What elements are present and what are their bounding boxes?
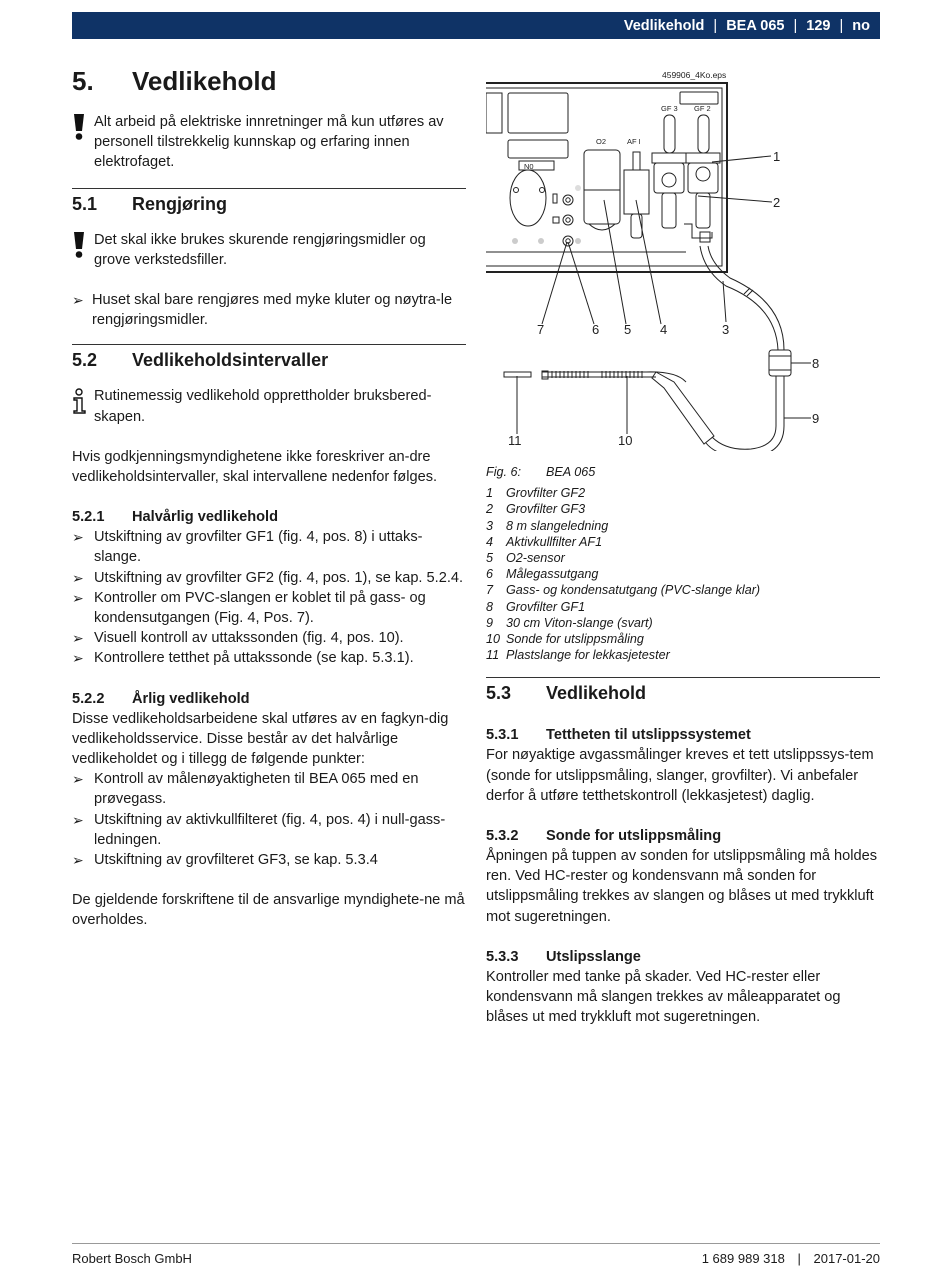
- legend-item: 7 Gass- og kondensatutgang (PVC-slange klar): [486, 583, 761, 598]
- subsection-heading-5-3-2: [486, 826, 880, 846]
- info-notice: [72, 386, 466, 426]
- subsection-number: 5.2.1: [72, 509, 105, 526]
- paragraph: Kontroller med tanke på skader. Ved HC-rester eller kondensvann må slangen trekkes av måleapparatet og blåses ut med trykkluft mot sugeretningen.: [486, 968, 841, 1026]
- footer-document-number: 1 689 989 318: [701, 1251, 785, 1266]
- header-separator: |: [839, 17, 844, 34]
- caption-label: Fig. 6:: [486, 465, 521, 479]
- header-language: no: [852, 17, 870, 34]
- left-column: [72, 64, 466, 931]
- section-rule: [72, 344, 466, 345]
- subsection-title: Utslipsslange: [546, 948, 641, 965]
- panel-label-af1: AF I: [627, 137, 641, 146]
- list-item: [72, 568, 466, 588]
- callout-11: 11: [508, 433, 522, 448]
- legend-item: 1 Grovfilter GF2: [486, 486, 586, 501]
- callout-2: 2: [773, 195, 781, 210]
- list-item: [72, 810, 466, 850]
- callout-3: 3: [722, 322, 730, 337]
- section-title: Vedlikehold: [546, 683, 647, 704]
- callout-5: 5: [624, 322, 632, 337]
- warning-notice: [72, 112, 466, 173]
- list-item-text: Kontroller om PVC-slangen er koblet til på gass- og kondensutgangen (Fig. 4, Pos. 7).: [94, 589, 426, 627]
- arrow-bullet-icon: ➢: [72, 529, 84, 546]
- arrow-bullet-icon: ➢: [72, 589, 84, 606]
- list-item: [72, 588, 466, 628]
- footer-date: 2017-01-20: [813, 1251, 880, 1266]
- figure-file-label: 459906_4Ko.eps: [662, 70, 727, 80]
- paragraph: Hvis godkjenningsmyndighetene ikke foreskriver an-dre vedlikeholdsintervaller, skal intervallene nedenfor følges.: [72, 448, 438, 486]
- subsection-heading-5-3-1: [486, 725, 880, 745]
- footer-rule: [72, 1243, 880, 1244]
- arrow-bullet-icon: ➢: [72, 852, 84, 869]
- running-header: [72, 12, 880, 39]
- subsection-title: Årlig vedlikehold: [132, 690, 250, 707]
- subsection-number: 5.3.1: [486, 727, 519, 744]
- arrow-bullet-icon: ➢: [72, 650, 84, 667]
- chapter-number: 5.: [72, 66, 94, 96]
- footer-separator: |: [797, 1251, 801, 1266]
- section-rule: [486, 677, 880, 678]
- arrow-bullet-icon: ➢: [72, 569, 84, 586]
- chapter-title: Vedlikehold: [132, 66, 277, 96]
- panel-label-o2: O2: [596, 137, 607, 146]
- legend-item: 6 Målegassutgang: [486, 567, 599, 582]
- exclamation-icon: [72, 112, 94, 140]
- warning-text: Alt arbeid på elektriske innretninger må kun utføres av personell tilstrekkelig kunnskap og erfaring innen elektrofaget.: [94, 114, 444, 171]
- section-heading-5-3: [486, 681, 880, 705]
- info-text: Rutinemessig vedlikehold opprettholder bruksbered-skapen.: [94, 388, 432, 425]
- list-item-text: Utskiftning av grovfilter GF1 (fig. 4, pos. 8) i uttaks-slange.: [94, 529, 423, 566]
- caption-title: BEA 065: [546, 465, 596, 479]
- arrow-bullet-icon: ➢: [72, 630, 84, 647]
- section-title: Rengjøring: [132, 193, 227, 214]
- right-column: [486, 66, 880, 1027]
- header-product: BEA 065: [726, 17, 785, 34]
- callout-4: 4: [660, 322, 668, 337]
- callout-1: 1: [773, 149, 781, 164]
- list-item: [72, 290, 466, 330]
- list-item-text: Utskiftning av grovfilter GF2 (fig. 4, pos. 1), se kap. 5.2.4.: [94, 569, 464, 586]
- bullet-list: [72, 527, 466, 668]
- list-item-text: Visuell kontroll av uttakssonden (fig. 4, pos. 10).: [94, 630, 404, 647]
- arrow-bullet-icon: ➢: [72, 771, 84, 788]
- section-rule: [72, 188, 466, 189]
- list-item: [72, 628, 466, 648]
- header-page-number: 129: [806, 17, 831, 34]
- subsection-heading-5-2-2: [72, 689, 466, 709]
- subsection-number: 5.2.2: [72, 690, 105, 707]
- subsection-number: 5.3.2: [486, 828, 519, 845]
- section-number: 5.2: [72, 350, 98, 371]
- section-title: Vedlikeholdsintervaller: [132, 350, 329, 371]
- list-item: [72, 648, 466, 668]
- figure-6: [486, 66, 880, 446]
- warning-notice: [72, 230, 466, 270]
- footer-info: [702, 1251, 880, 1266]
- list-item: [72, 850, 466, 870]
- bullet-list: [72, 769, 466, 870]
- exclamation-icon: [72, 230, 94, 258]
- arrow-bullet-icon: ➢: [72, 811, 84, 828]
- subsection-title: Tettheten til utslippssystemet: [546, 727, 751, 744]
- legend-item: 4 Aktivkullfilter AF1: [486, 534, 603, 549]
- list-item-text: Utskiftning av grovfilteret GF3, se kap. 5.3.4: [94, 852, 378, 869]
- callout-8: 8: [812, 356, 820, 371]
- subsection-title: Sonde for utslippsmåling: [546, 828, 722, 845]
- callout-10: 10: [618, 433, 633, 448]
- panel-label-n0: N0: [524, 162, 534, 171]
- header-separator: |: [713, 17, 718, 34]
- legend-item: 5 O2-sensor: [486, 551, 565, 566]
- list-item-text: Kontroll av målenøyaktigheten til BEA 065 med en prøvegass.: [94, 771, 419, 808]
- paragraph: De gjeldende forskriftene til de ansvarlige myndighete-ne må overholdes.: [72, 892, 465, 929]
- paragraph: For nøyaktige avgassmålinger kreves et tett utslippssys-tem (sonde for utslippsmåling, slanger, grovfilter). Vi anbefaler derfor å utføre tetthetskontroll (lekkasjetest) daglig.: [486, 747, 874, 804]
- arrow-bullet-icon: ➢: [72, 292, 84, 309]
- callout-6: 6: [592, 322, 600, 337]
- figure-legend: [486, 485, 880, 663]
- legend-item: 10 Sonde for utslippsmåling: [486, 632, 644, 647]
- subsection-title: Halvårlig vedlikehold: [132, 509, 278, 526]
- subsection-number: 5.3.3: [486, 948, 519, 965]
- callout-7: 7: [537, 322, 545, 337]
- list-item: [72, 527, 466, 567]
- list-item-text: Huset skal bare rengjøres med myke kluter og nøytra-le rengjøringsmidler.: [92, 292, 453, 329]
- info-icon: [72, 386, 94, 414]
- paragraph: Disse vedlikeholdsarbeidene skal utføres av en fagkyn-dig vedlikeholdsservice. Disse består av det halvårlige vedlikeholdet og i tillegg de følgende punkter:: [72, 710, 449, 768]
- panel-label-gf2: GF 2: [694, 104, 711, 113]
- legend-item: 11 Plastslange for lekkasjetester: [486, 648, 670, 663]
- warning-text: Det skal ikke brukes skurende rengjøringsmidler og grove verkstedsfiller.: [94, 231, 426, 268]
- subsection-heading-5-2-1: [72, 507, 466, 527]
- paragraph: Åpningen på tuppen av sonden for utslippsmåling må holdes ren. Ved HC-rester og kondensvann må sonden for utslippsmåling trekkes av slangen og blåses ut med trykkluft mot sugeretningen.: [486, 848, 878, 925]
- legend-item: 3 8 m slangeledning: [486, 518, 609, 533]
- subsection-heading-5-3-3: [486, 947, 880, 967]
- section-number: 5.1: [72, 193, 98, 214]
- legend-item: 9 30 cm Viton-slange (svart): [486, 615, 653, 630]
- panel-label-gf3: GF 3: [661, 104, 678, 113]
- callout-9: 9: [812, 411, 820, 426]
- chapter-heading: [72, 64, 466, 98]
- legend-item: 2 Grovfilter GF3: [486, 502, 586, 517]
- header-separator: |: [793, 17, 798, 34]
- header-section: Vedlikehold: [623, 17, 705, 34]
- list-item: [72, 769, 466, 809]
- figure-caption: [486, 464, 880, 480]
- section-number: 5.3: [486, 683, 512, 704]
- legend-item: 8 Grovfilter GF1: [486, 599, 586, 614]
- list-item-text: Utskiftning av aktivkullfilteret (fig. 4, pos. 4) i null-gass-ledningen.: [94, 811, 446, 848]
- footer-company: Robert Bosch GmbH: [72, 1251, 192, 1266]
- section-heading-5-2: [72, 348, 466, 372]
- device-diagram: [486, 66, 880, 451]
- section-heading-5-1: [72, 192, 466, 216]
- list-item-text: Kontrollere tetthet på uttakssonde (se kap. 5.3.1).: [94, 650, 414, 667]
